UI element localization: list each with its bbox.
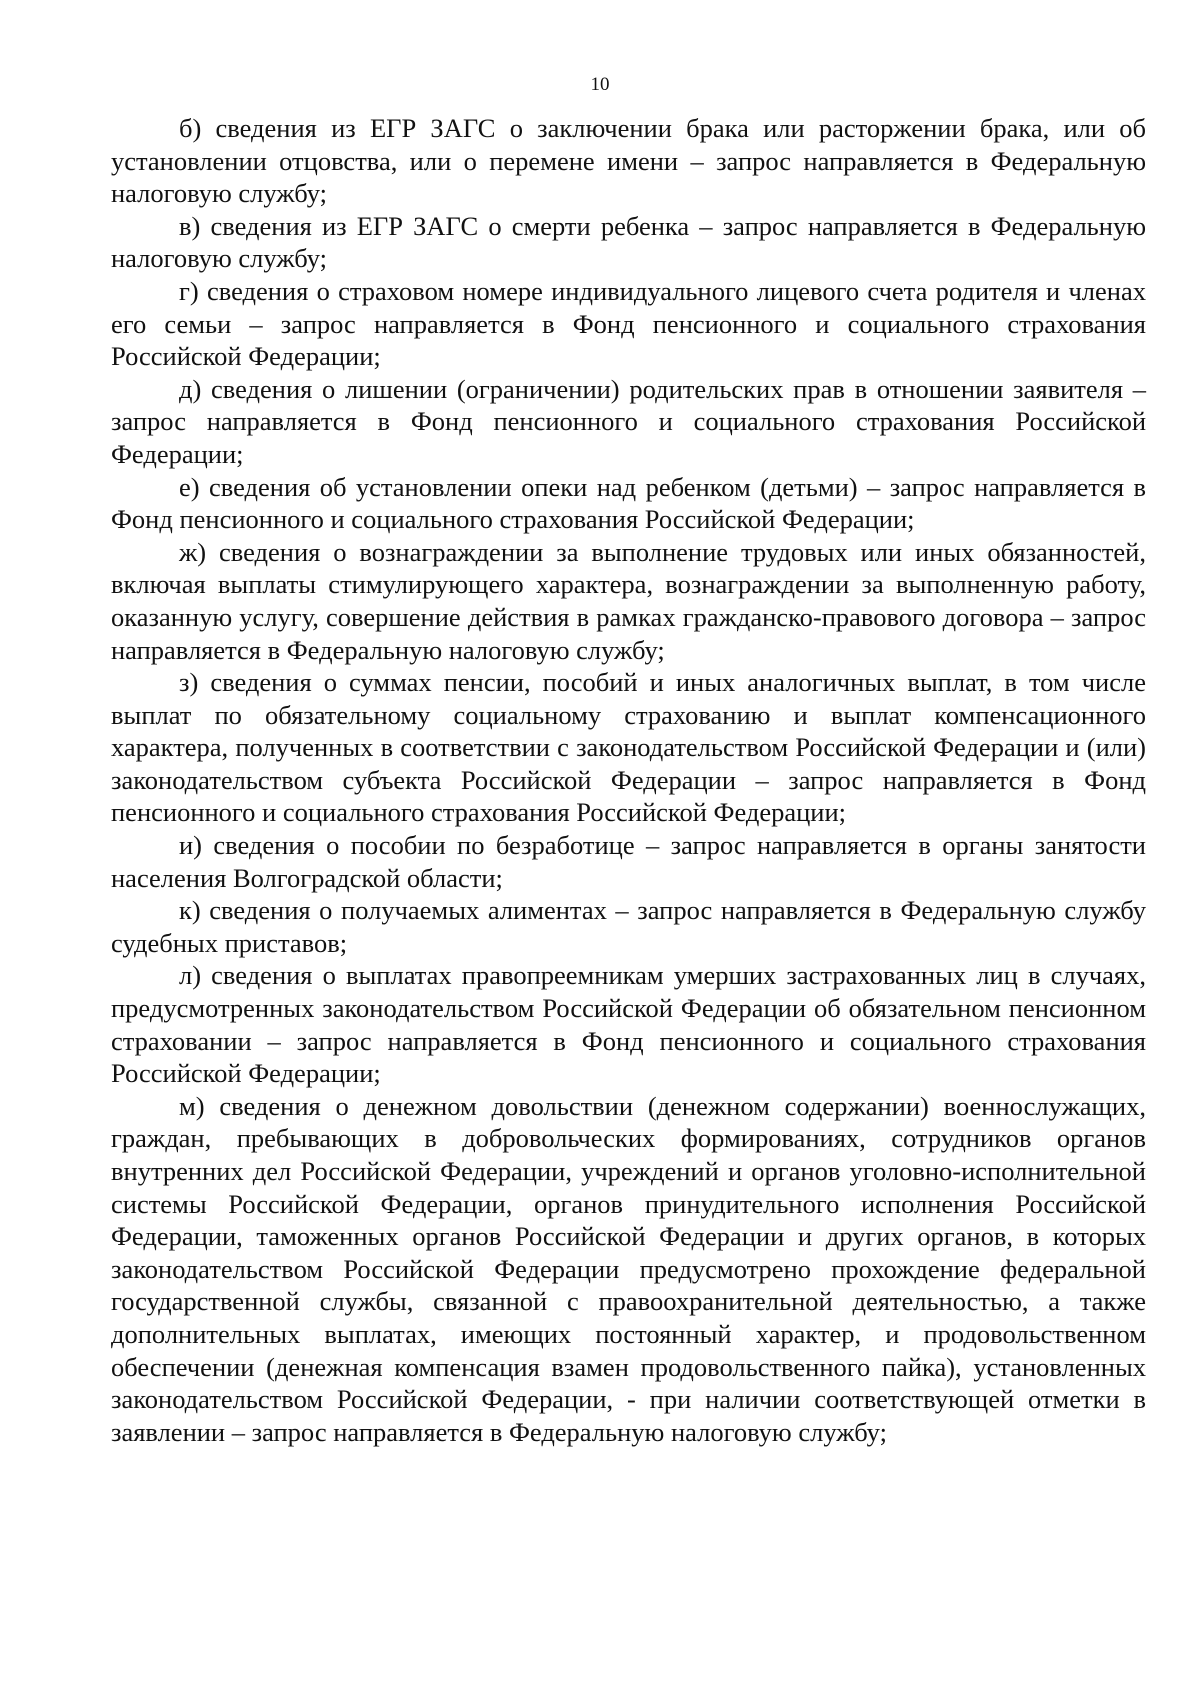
paragraph-l: л) сведения о выплатах правопреемникам умерших застрахованных лиц в случаях, предусмотренных законодательством Российской Федерации об обязательном пенсионном страховании – запрос направляется в Фонд пенсионного и социального страхования Российской Федерации; bbox=[111, 960, 1146, 1089]
paragraph-d: д) сведения о лишении (ограничении) родительских прав в отношении заявителя – запрос направляется в Фонд пенсионного и социального страхования Российской Федерации; bbox=[111, 373, 1146, 469]
paragraph-i: и) сведения о пособии по безработице – запрос направляется в органы занятости населения Волгоградской области; bbox=[111, 830, 1146, 893]
paragraph-e: е) сведения об установлении опеки над ребенком (детьми) – запрос направляется в Фонд пенсионного и социального страхования Российской Федерации; bbox=[111, 471, 1146, 535]
paragraph-m: м) сведения о денежном довольствии (денежном содержании) военнослужащих, граждан, пребывающих в добровольческих формированиях, сотрудников органов внутренних дел Российской Федерации, учреждений и органов уголовно-исполнительной системы Российской Федерации, органов принудительного исполнения Российской Федерации, таможенных органов Российской Федерации и других органов, в которых законодательством Российской Федерации предусмотрено прохождение федеральной государственной службы, связанной с правоохранительной деятельностью, а также дополнительных выплатах, имеющих постоянный характер, и продовольственном обеспечении (денежная компенсация взамен продовольственного пайка), установленных законодательством Российской Федерации, - при наличии соответствующей отметки в заявлении – запрос направляется в Федеральную налоговую службу; bbox=[111, 1090, 1146, 1447]
paragraph-g: г) сведения о страховом номере индивидуального лицевого счета родителя и членах его семьи – запрос направляется в Фонд пенсионного и социального страхования Российской Федерации; bbox=[111, 275, 1146, 372]
document-body bbox=[111, 112, 1146, 1448]
paragraph-z: з) сведения о суммах пенсии, пособий и иных аналогичных выплат, в том числе выплат по обязательному социальному страхованию и выплат компенсационного характера, полученных в соответствии с законодательством Российской Федерации и (или) законодательством субъекта Российской Федерации – запрос направляется в Фонд пенсионного и социального страхования Российской Федерации; bbox=[111, 667, 1146, 828]
page-number: 10 bbox=[590, 74, 610, 95]
paragraph-k: к) сведения о получаемых алиментах – запрос направляется в Федеральную службу судебных приставов; bbox=[111, 895, 1146, 958]
paragraph-v: в) сведения из ЕГР ЗАГС о смерти ребенка – запрос направляется в Федеральную налоговую службу; bbox=[111, 210, 1146, 274]
paragraph-zh: ж) сведения о вознаграждении за выполнение трудовых или иных обязанностей, включая выплаты стимулирующего характера, вознаграждении за выполненную работу, оказанную услугу, совершение действия в рамках гражданско-правового договора – запрос направляется в Федеральную налоговую службу; bbox=[111, 536, 1146, 665]
paragraph-b: б) сведения из ЕГР ЗАГС о заключении брака или расторжении брака, или об установлении отцовства, или о перемене имени – запрос направляется в Федеральную налоговую службу; bbox=[111, 113, 1146, 209]
